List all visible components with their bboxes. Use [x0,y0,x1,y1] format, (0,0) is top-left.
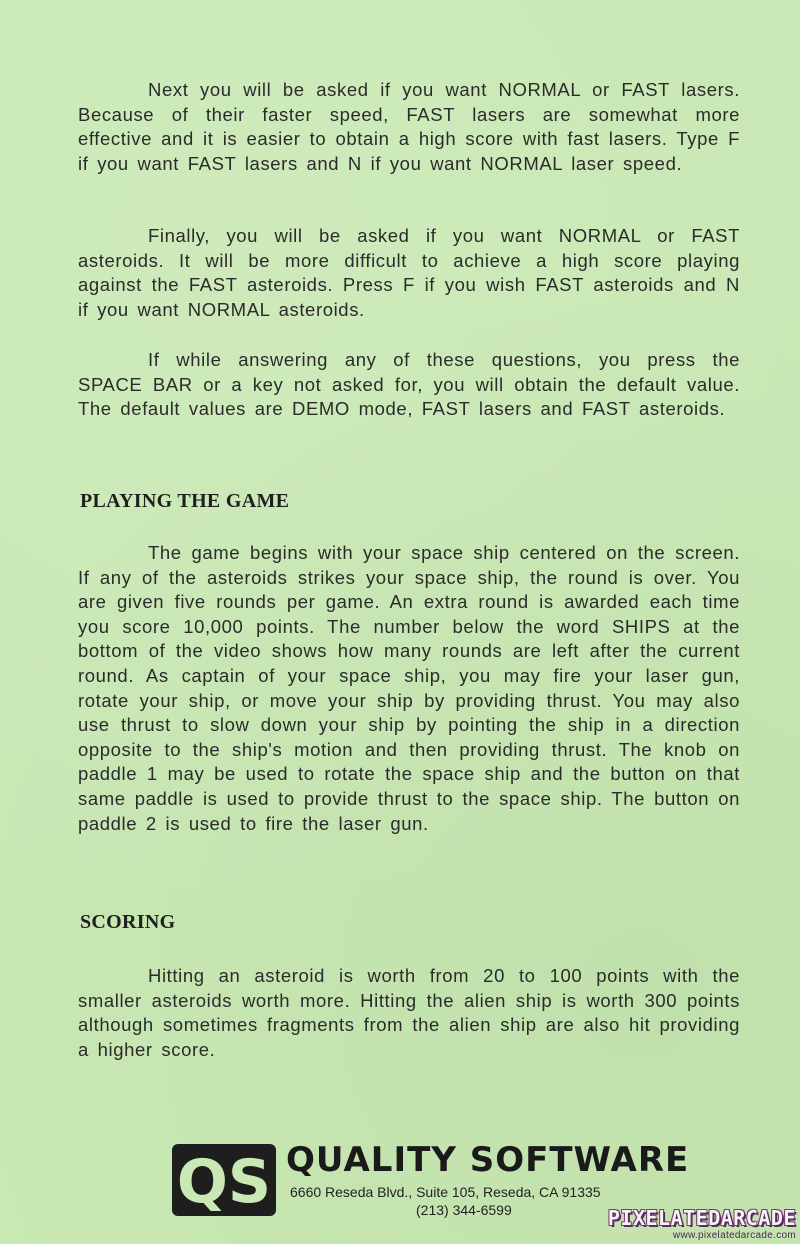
paragraph-defaults: If while answering any of these questions, you press the SPACE BAR or a key not asked for, you will obtain the default value. The default values are DEMO mode, FAST lasers and FAST asteroids. [78,349,740,420]
watermark-url: www.pixelatedarcade.com [672,1230,796,1241]
heading-playing-the-game: PLAYING THE GAME [80,490,290,512]
company-phone: (213) 344-6599 [416,1202,512,1218]
qs-logo-text: QS [176,1147,272,1216]
paragraph-asteroids: Finally, you will be asked if you want NORMAL or FAST asteroids. It will be more difficult to achieve a high score playing against the FAST asteroids. Press F if you wish FAST asteroids and N if you want NORMAL asteroids. [78,225,740,320]
heading-scoring: SCORING [80,911,176,933]
watermark [608,1206,796,1241]
company-name: QUALITY SOFTWARE [286,1140,690,1180]
paragraph-scoring: Hitting an asteroid is worth from 20 to 100 points with the smaller asteroids worth more. Hitting the alien ship is worth 300 points although sometimes fragments from the alien ship are also hit providing a higher score. [78,965,740,1060]
paragraph-lasers: Next you will be asked if you want NORMAL or FAST lasers. Because of their faster speed, FAST lasers are somewhat more effective and it is easier to obtain a high score with fast lasers. Type F if you want FAST lasers and N if you want NORMAL laser speed. [78,79,740,174]
paragraph-playing: The game begins with your space ship centered on the screen. If any of the asteroids strikes your space ship, the round is over. You are given five rounds per game. An extra round is awarded each time you score 10,000 points. The number below the word SHIPS at the bottom of the video shows how many rounds are left after the current round. As captain of your space ship, you may fire your laser gun, rotate your ship, or move your ship by providing thrust. You may also use thrust to slow down your ship by pointing the ship in a direction opposite to the ship's motion and then providing thrust. The knob on paddle 1 may be used to rotate the space ship and the button on that same paddle is used to provide thrust to the space ship. The button on paddle 2 is used to fire the laser gun. [78,542,740,834]
qs-logo-icon [172,1144,276,1216]
watermark-brand: PIXELATEDARCADE [607,1206,796,1230]
company-address: 6660 Reseda Blvd., Suite 105, Reseda, CA 91335 [290,1184,601,1200]
